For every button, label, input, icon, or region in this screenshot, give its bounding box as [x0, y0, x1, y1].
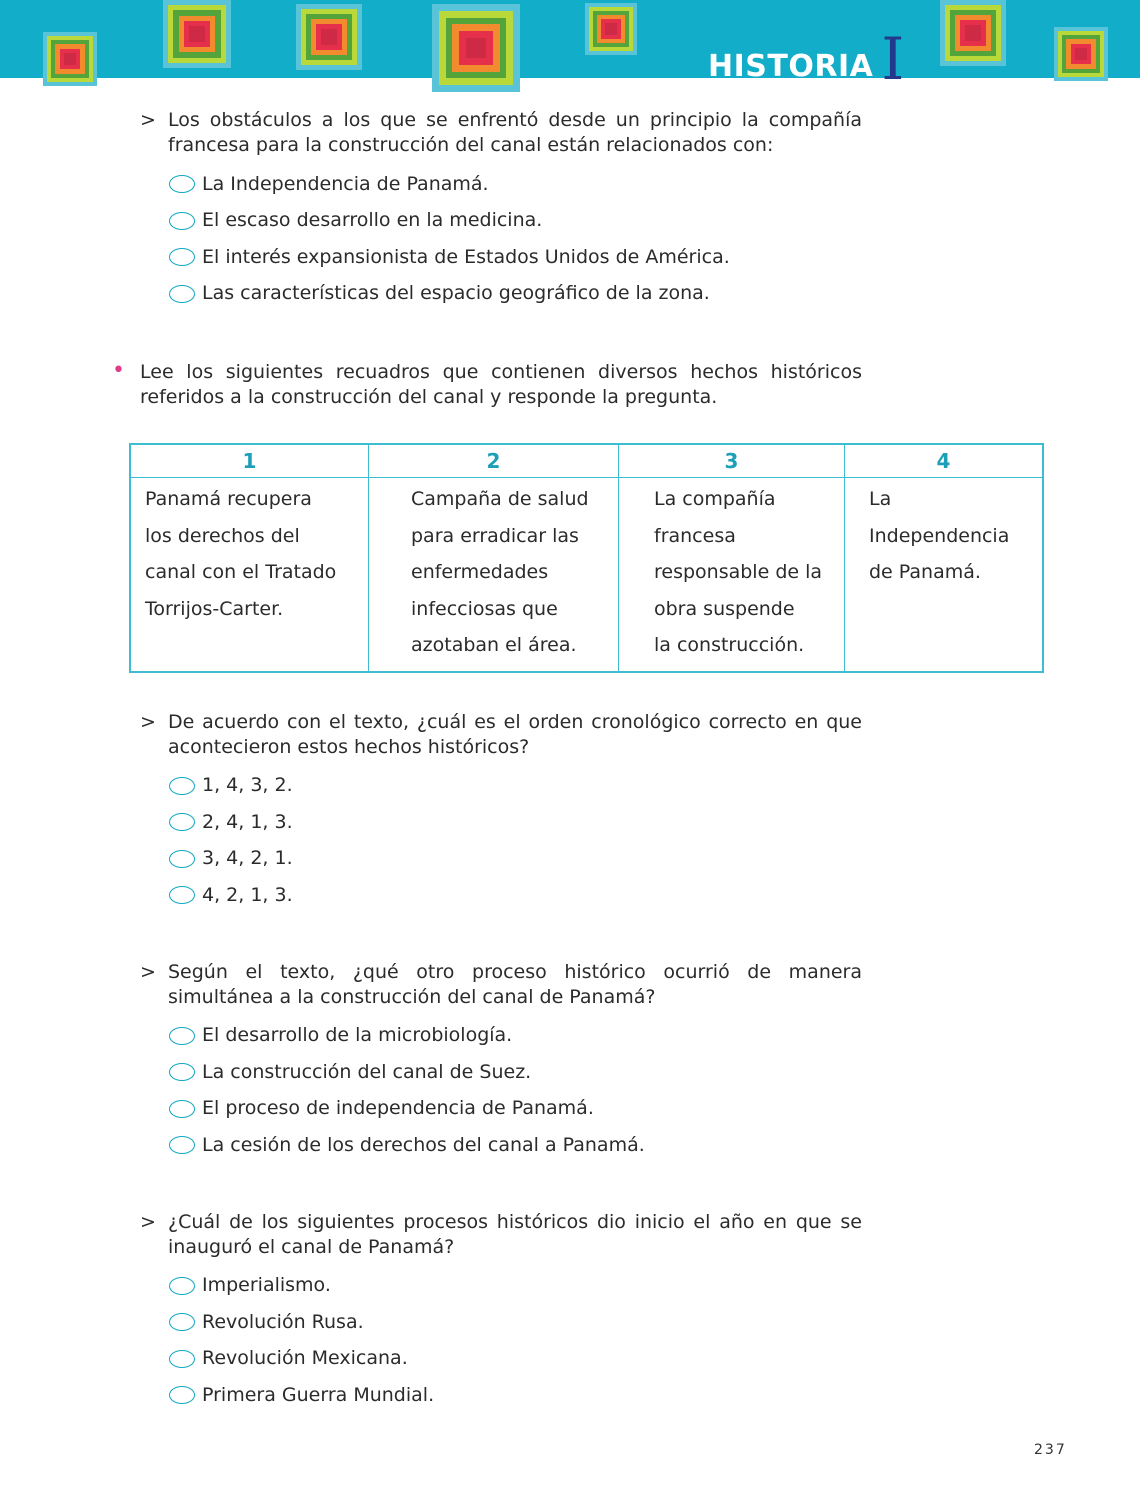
concentric-squares-icon: [432, 4, 520, 92]
fact-line: Panamá recupera: [145, 488, 312, 510]
instruction-text: Lee los siguientes recuadros que contienen diversos hechos históricos referidos a la construcción del canal y responde la pregunta.: [140, 361, 862, 408]
facts-table: [129, 443, 1044, 673]
option[interactable]: [169, 276, 1050, 313]
subject-word: HISTORIA: [708, 49, 874, 84]
radio-circle-icon[interactable]: [169, 886, 195, 904]
square-ring: [321, 29, 337, 45]
option[interactable]: [169, 1091, 1050, 1128]
fact-line: los derechos del: [145, 524, 300, 547]
column-header-4: 4: [845, 444, 1044, 478]
fact-line: de Panamá.: [869, 561, 981, 583]
fact-line: Campaña de salud: [411, 488, 589, 510]
radio-circle-icon[interactable]: [169, 813, 195, 831]
radio-circle-icon[interactable]: [169, 1063, 195, 1081]
fact-line: La Independencia: [869, 488, 1010, 547]
option-label: Revolución Mexicana.: [202, 1347, 408, 1370]
instruction: [110, 360, 862, 410]
question-2-options: [110, 768, 1050, 914]
fact-line: canal con el Tratado: [145, 561, 337, 583]
radio-circle-icon[interactable]: [169, 1136, 195, 1154]
question-1-text: Los obstáculos a los que se enfrentó desde un principio la compañía francesa para la construcción del canal están relacionados con:: [168, 109, 862, 156]
fact-line: enfermedades: [411, 561, 549, 583]
radio-circle-icon[interactable]: [169, 212, 195, 230]
question-3-stem: [110, 960, 862, 1010]
option-label: El escaso desarrollo en la medicina.: [202, 209, 543, 232]
radio-circle-icon[interactable]: [169, 1277, 195, 1295]
option[interactable]: [169, 1054, 1050, 1091]
option-label: La cesión de los derechos del canal a Panamá.: [202, 1133, 645, 1156]
fact-line: obra suspende: [654, 597, 795, 620]
option-label: El desarrollo de la microbiología.: [202, 1024, 513, 1047]
option[interactable]: [169, 1127, 1050, 1164]
option-label: Revolución Rusa.: [202, 1310, 364, 1333]
concentric-squares-icon: [43, 32, 97, 86]
option[interactable]: [169, 1018, 1050, 1055]
fact-line: la construcción.: [654, 634, 805, 656]
concentric-squares-icon: [1054, 27, 1108, 81]
question-marker: >: [140, 710, 156, 733]
square-ring: [466, 38, 486, 58]
question-1-options: [110, 166, 1050, 312]
option-label: Las características del espacio geográfico de la zona.: [202, 282, 710, 305]
option[interactable]: [169, 203, 1050, 240]
fact-line: francesa: [654, 524, 736, 547]
concentric-squares-icon: [585, 3, 637, 55]
question-3-text: Según el texto, ¿qué otro proceso histórico ocurrió de manera simultánea a la construcción del canal de Panamá?: [168, 960, 862, 1008]
fact-cell-3: [619, 478, 845, 672]
question-3-options: [110, 1018, 1050, 1164]
question-1: [110, 108, 1050, 312]
square-ring: [1075, 48, 1087, 60]
radio-circle-icon[interactable]: [169, 777, 195, 795]
radio-circle-icon[interactable]: [169, 1027, 195, 1045]
concentric-squares-icon: [163, 0, 231, 68]
question-2-text: De acuerdo con el texto, ¿cuál es el orden cronológico correcto en que acontecieron estos hechos históricos?: [168, 710, 862, 758]
option[interactable]: [169, 1341, 1050, 1378]
facts-table-header-row: [130, 444, 1043, 478]
option[interactable]: [169, 768, 1050, 805]
fact-line: responsable de la: [654, 561, 823, 583]
fact-cell-1: [130, 478, 369, 672]
fact-line: para erradicar las: [411, 524, 579, 547]
option-label: El proceso de independencia de Panamá.: [202, 1097, 594, 1120]
question-4-stem: [110, 1210, 862, 1260]
radio-circle-icon[interactable]: [169, 1386, 195, 1404]
question-4-options: [110, 1268, 1050, 1414]
question-3: [110, 960, 1050, 1164]
facts-table-row: [130, 478, 1043, 672]
bullet-dot-icon: •: [112, 358, 125, 383]
column-header-1: 1: [130, 444, 369, 478]
fact-line: infecciosas que: [411, 597, 558, 620]
question-2-stem: [110, 710, 862, 760]
option-label: La Independencia de Panamá.: [202, 172, 489, 195]
option-label: 3, 4, 2, 1.: [202, 847, 293, 870]
question-marker: >: [140, 1210, 156, 1233]
page-content: [110, 108, 1050, 1414]
radio-circle-icon[interactable]: [169, 850, 195, 868]
option-label: 1, 4, 3, 2.: [202, 774, 293, 797]
column-header-3: 3: [619, 444, 845, 478]
square-ring: [965, 25, 981, 41]
square-ring: [189, 26, 205, 42]
option[interactable]: [169, 1304, 1050, 1341]
page-number: 237: [1034, 1442, 1067, 1458]
radio-circle-icon[interactable]: [169, 248, 195, 266]
option-label: 4, 2, 1, 3.: [202, 883, 293, 906]
concentric-squares-icon: [296, 4, 362, 70]
option[interactable]: [169, 804, 1050, 841]
column-header-2: 2: [369, 444, 619, 478]
question-4-text: ¿Cuál de los siguientes procesos históricos dio inicio el año en que se inauguró el canal de Panamá?: [168, 1210, 862, 1258]
option[interactable]: [169, 239, 1050, 276]
subject-numeral: I: [881, 25, 905, 93]
radio-circle-icon[interactable]: [169, 1100, 195, 1118]
radio-circle-icon[interactable]: [169, 1313, 195, 1331]
subject-title: [708, 25, 905, 93]
concentric-squares-icon: [940, 0, 1006, 66]
radio-circle-icon[interactable]: [169, 285, 195, 303]
fact-cell-4: [845, 478, 1044, 672]
option[interactable]: [169, 877, 1050, 914]
radio-circle-icon[interactable]: [169, 1350, 195, 1368]
fact-cell-2: [369, 478, 619, 672]
radio-circle-icon[interactable]: [169, 175, 195, 193]
option-label: El interés expansionista de Estados Unidos de América.: [202, 245, 730, 268]
square-ring: [64, 53, 76, 65]
option-label: Primera Guerra Mundial.: [202, 1383, 435, 1406]
option[interactable]: [169, 841, 1050, 878]
option[interactable]: [169, 1268, 1050, 1305]
option[interactable]: [169, 1377, 1050, 1414]
fact-line: Torrijos-Carter.: [145, 597, 284, 620]
option[interactable]: [169, 166, 1050, 203]
question-marker: >: [140, 960, 156, 983]
option-label: 2, 4, 1, 3.: [202, 810, 293, 833]
question-4: [110, 1210, 1050, 1414]
fact-line: La compañía: [654, 488, 776, 510]
square-ring: [605, 23, 617, 35]
question-2: [110, 710, 1050, 914]
question-1-stem: [110, 108, 862, 158]
fact-line: azotaban el área.: [411, 634, 577, 656]
question-marker: >: [140, 109, 156, 131]
option-label: Imperialismo.: [202, 1274, 331, 1297]
option-label: La construcción del canal de Suez.: [202, 1060, 532, 1083]
